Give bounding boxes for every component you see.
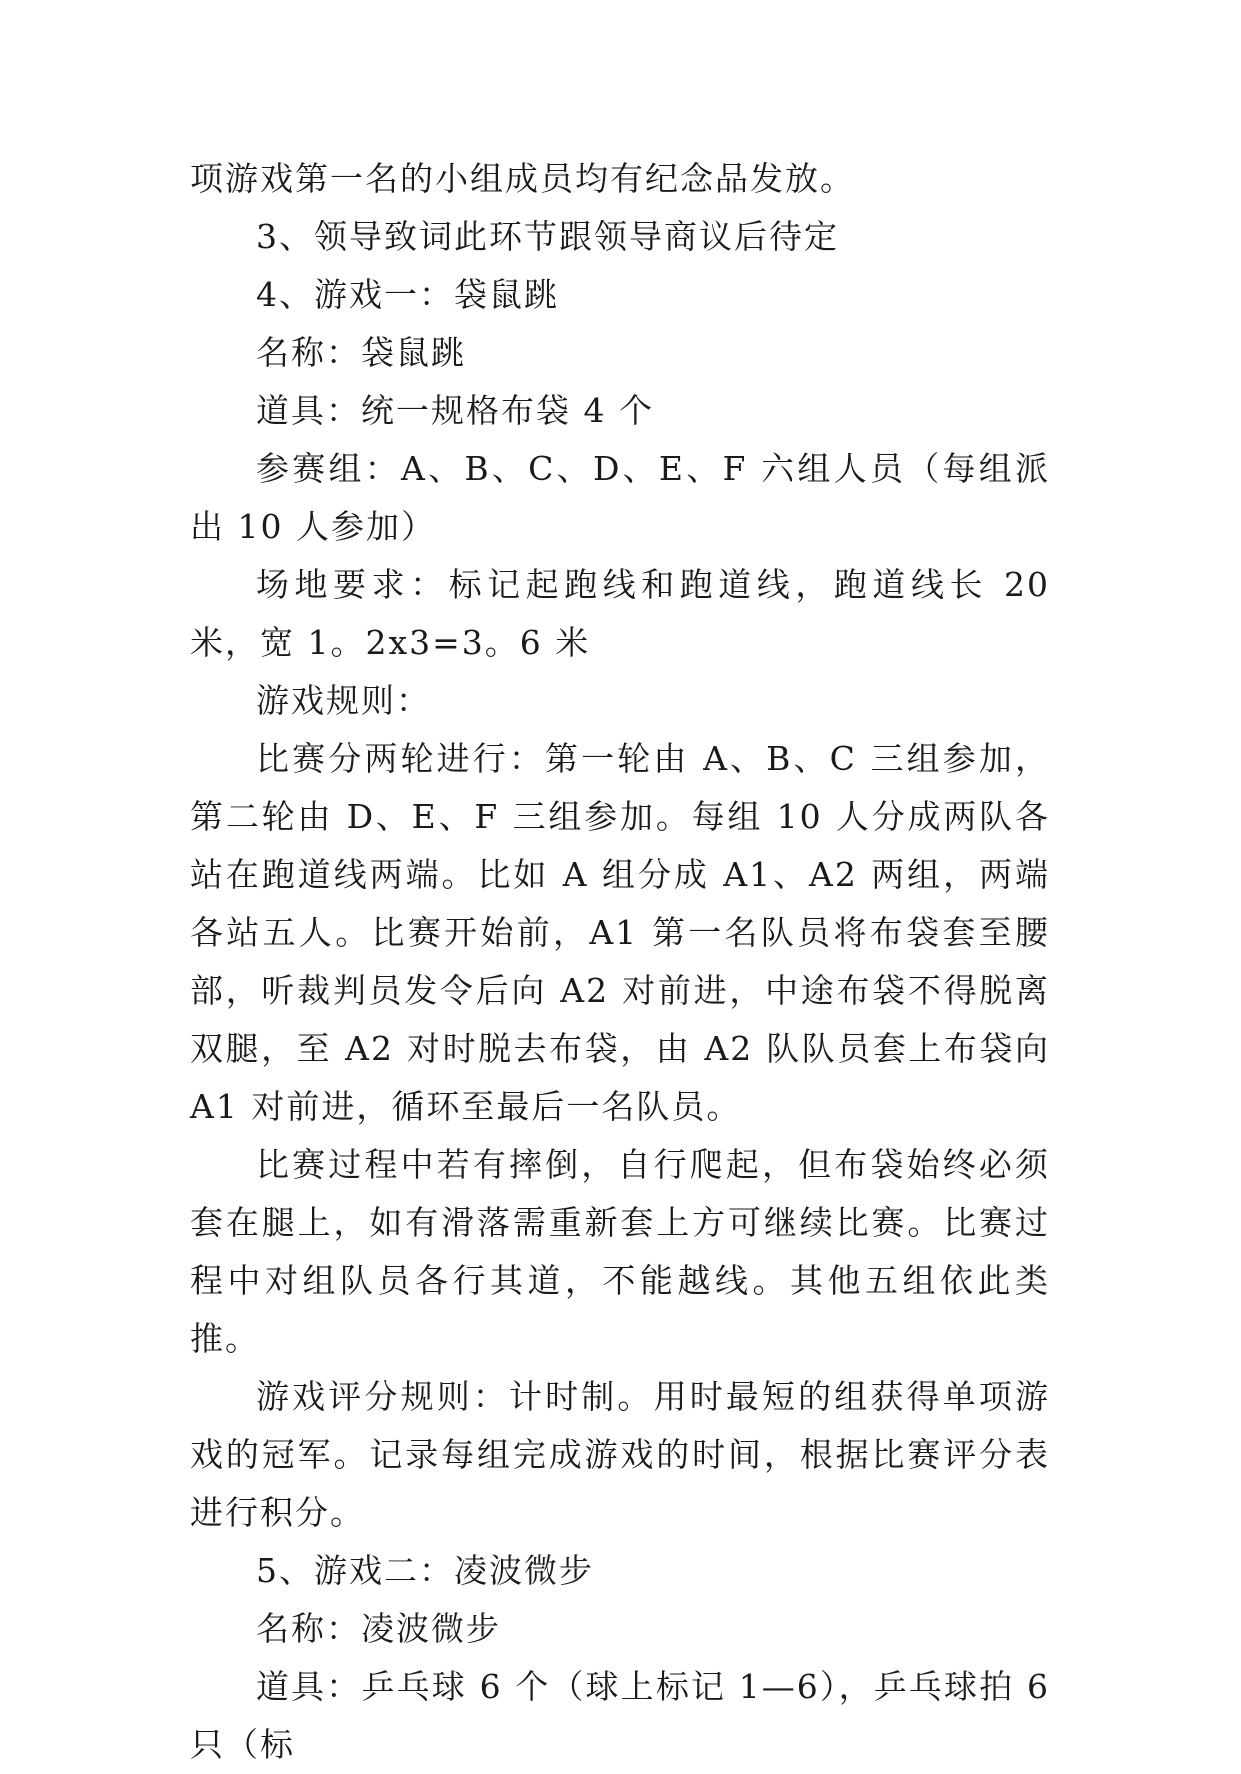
paragraph-leader-speech: 3、领导致词此环节跟领导商议后待定 bbox=[256, 217, 839, 256]
paragraph-game-one-fall-rule: 比赛过程中若有摔倒，自行爬起，但布袋始终必须套在腿上，如有滑落需重新套上方可继续比赛。比赛过程中对组队员各行其道，不能越线。其他五组依此类推。 bbox=[190, 1145, 1050, 1358]
heading-game-two: 5、游戏二：凌波微步 bbox=[256, 1551, 594, 1590]
paragraph-game-two-props: 道具：乒乓球 6 个（球上标记 1—6），乒乓球拍 6 只（标 bbox=[190, 1667, 1050, 1764]
paragraph-game-one-name: 名称：袋鼠跳 bbox=[256, 333, 466, 372]
document-body bbox=[190, 150, 1050, 1774]
paragraph-game-two-name: 名称：凌波微步 bbox=[256, 1609, 501, 1648]
paragraph-game-one-scoring: 游戏评分规则：计时制。用时最短的组获得单项游戏的冠军。记录每组完成游戏的时间，根据比赛评分表进行积分。 bbox=[190, 1377, 1050, 1532]
paragraph-game-one-venue: 场地要求：标记起跑线和跑道线，跑道线长 20 米，宽 1。2x3=3。6 米 bbox=[190, 565, 1050, 662]
paragraph-prize-note: 项游戏第一名的小组成员均有纪念品发放。 bbox=[190, 159, 855, 198]
heading-game-rules: 游戏规则： bbox=[256, 681, 431, 720]
paragraph-game-one-teams: 参赛组：A、B、C、D、E、F 六组人员（每组派出 10 人参加） bbox=[190, 449, 1050, 546]
paragraph-game-one-props: 道具：统一规格布袋 4 个 bbox=[256, 391, 654, 430]
heading-game-one: 4、游戏一：袋鼠跳 bbox=[256, 275, 559, 314]
paragraph-game-one-procedure: 比赛分两轮进行：第一轮由 A、B、C 三组参加，第二轮由 D、E、F 三组参加。每组 10 人分成两队各站在跑道线两端。比如 A 组分成 A1、A2 两组，两端各站五人。比赛开始前，A1 第一名队员将布袋套至腰部，听裁判员发令后向 A2 对前进，中途布袋不得脱离双腿，至 A2 对时脱去布袋，由 A2 队队员套上布袋向 A1 对前进，循环至最后一名队员。 bbox=[190, 739, 1050, 1126]
